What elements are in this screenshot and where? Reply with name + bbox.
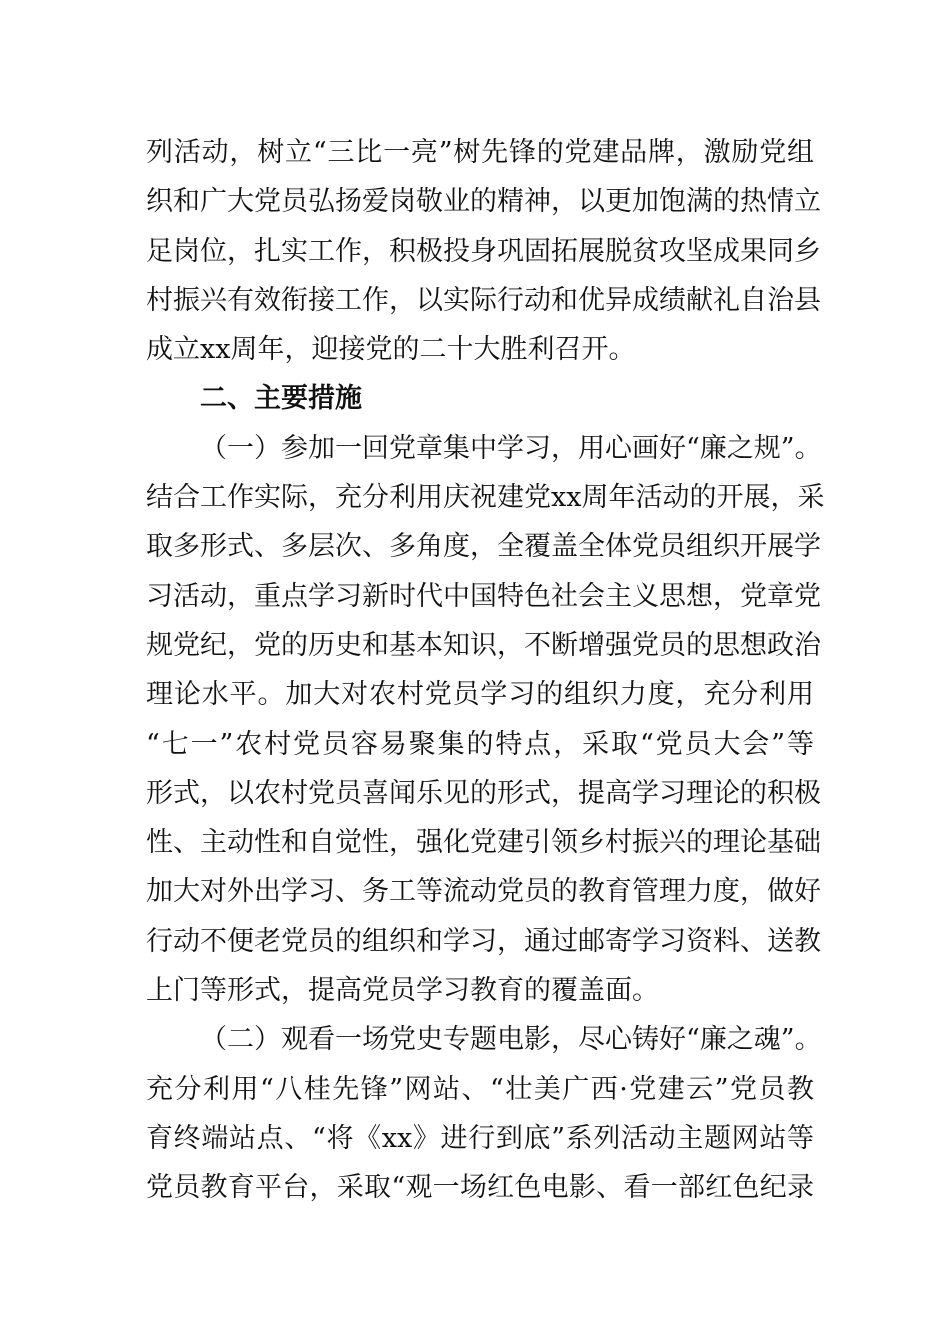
item2-title-line: （二）观看一场党史专题电影，尽心铸好“廉之魂”。 (200, 1024, 822, 1056)
intro-line: 列活动，树立“三比一亮”树先锋的党建品牌，激励党组 (146, 137, 814, 168)
intro-line: 成立xx周年，迎接党的二十大胜利召开。 (146, 334, 636, 366)
item1-line: 性、主动性和自觉性，强化党建引领乡村振兴的理论基础 (146, 827, 821, 859)
item2-line: 充分利用“八桂先锋”网站、“壮美广西·党建云”党员教 (146, 1073, 814, 1105)
item1-line: 理论水平。加大对农村党员学习的组织力度，充分利用 (146, 679, 814, 711)
item2-line: 党员教育平台，采取“观一场红色电影、看一部红色纪录 (146, 1172, 814, 1204)
item1-line: “七一”农村党员容易聚集的特点，采取“党员大会”等 (146, 728, 814, 760)
intro-line: 足岗位，扎实工作，积极投身巩固拓展脱贫攻坚成果同乡 (146, 235, 821, 267)
item2-line: 育终端站点、“将《xx》进行到底”系列活动主题网站等 (146, 1122, 814, 1154)
item1-line: 习活动，重点学习新时代中国特色社会主义思想，党章党 (146, 580, 821, 612)
item1-line: 行动不便老党员的组织和学习，通过邮寄学习资料、送教 (146, 925, 821, 957)
item1-line: 结合工作实际，充分利用庆祝建党xx周年活动的开展，采 (146, 482, 825, 514)
intro-line: 织和广大党员弘扬爱岗敬业的精神，以更加饱满的热情立 (146, 186, 821, 218)
item1-line: 取多形式、多层次、多角度，全覆盖全体党员组织开展学 (146, 531, 821, 563)
intro-line: 村振兴有效衔接工作，以实际行动和优异成绩献礼自治县 (146, 284, 821, 316)
item1-title-line: （一）参加一回党章集中学习，用心画好“廉之规”。 (200, 432, 822, 464)
section-heading: 二、主要措施 (200, 383, 362, 415)
item1-line: 加大对外出学习、务工等流动党员的教育管理力度，做好 (146, 876, 821, 908)
item1-line: 规党纪，党的历史和基本知识，不断增强党员的思想政治 (146, 629, 821, 661)
item1-line: 形式，以农村党员喜闻乐见的形式，提高学习理论的积极 (146, 777, 821, 809)
item1-line: 上门等形式，提高党员学习教育的覆盖面。 (146, 975, 659, 1007)
document-body (146, 128, 825, 1213)
